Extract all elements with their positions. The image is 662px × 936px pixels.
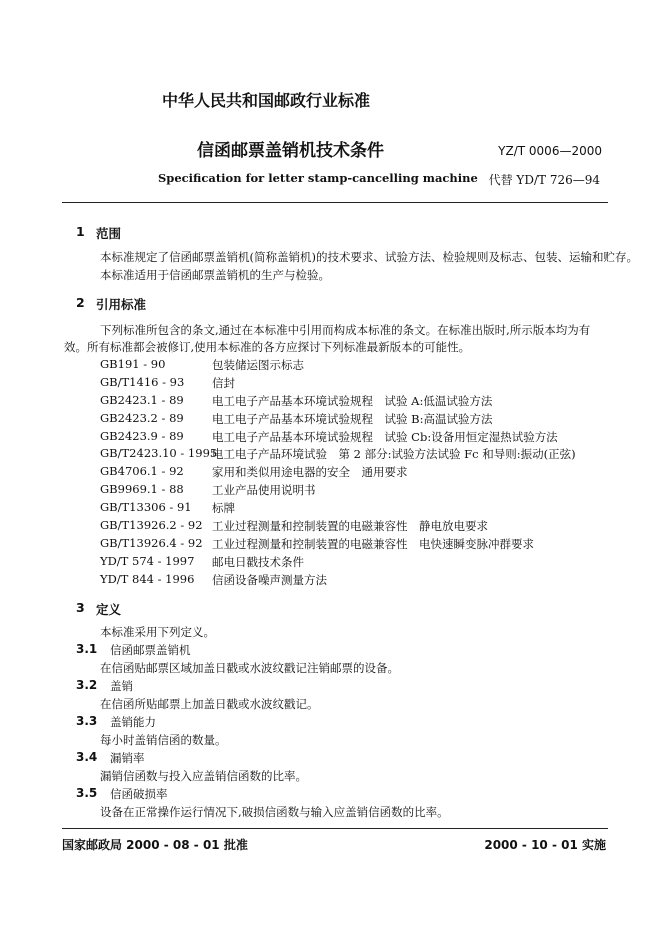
standard-code: YD/T 574 - 1997 [100, 554, 195, 568]
standard-code: GB/T1416 - 93 [100, 375, 185, 389]
standard-code: GB191 - 90 [100, 357, 166, 371]
section-3-number: 3 [76, 600, 85, 615]
standard-title: 工业产品使用说明书 [212, 483, 316, 497]
standard-title: 工业过程测量和控制装置的电磁兼容性 静电放电要求 [212, 519, 488, 533]
definition-term: 盖销能力 [110, 715, 156, 729]
definition-text: 每小时盖销信函的数量。 [100, 733, 227, 747]
definition-text: 在信函所贴邮票上加盖日戳或水波纹戳记。 [100, 697, 319, 711]
definition-term: 信函邮票盖销机 [110, 643, 191, 657]
standard-title: 电工电子产品基本环境试验规程 试验 B:高温试验方法 [212, 412, 493, 426]
standard-code: GB/T13926.2 - 92 [100, 518, 203, 532]
standard-title: 邮电日戳技术条件 [212, 555, 304, 569]
section-2-intro-line-2: 效。所有标准都会被修订,使用本标准的各方应探讨下列标准最新版本的可能性。 [64, 340, 471, 354]
standard-title: 家用和类似用途电器的安全 通用要求 [212, 465, 408, 479]
standard-title: 包装储运图示标志 [212, 358, 304, 372]
definition-term: 信函破损率 [110, 787, 168, 801]
standard-code: GB2423.2 - 89 [100, 411, 184, 425]
document-title-en: Specification for letter stamp-cancelling machine [158, 171, 478, 185]
standard-title: 电工电子产品基本环境试验规程 试验 Cb:设备用恒定湿热试验方法 [212, 430, 558, 444]
standard-title: 工业过程测量和控制装置的电磁兼容性 电快速瞬变脉冲群要求 [212, 537, 534, 551]
approval-line: 国家邮政局 2000 - 08 - 01 批准 [62, 838, 248, 852]
section-1-paragraph-1: 本标准规定了信函邮票盖销机(简称盖销机)的技术要求、试验方法、检验规则及标志、包装、运输和贮存。 [100, 250, 638, 264]
standard-title: 信封 [212, 376, 235, 390]
standard-code: GB/T2423.10 - 1995 [100, 446, 218, 460]
definition-number: 3.3 [76, 714, 98, 728]
standard-title: 标牌 [212, 501, 235, 515]
definition-number: 3.1 [76, 642, 98, 656]
section-2-number: 2 [76, 295, 85, 310]
definition-text: 在信函贴邮票区域加盖日戳或水波纹戳记注销邮票的设备。 [100, 661, 399, 675]
standard-code: GB/T13306 - 91 [100, 500, 192, 514]
standard-number: YZ/T 0006—2000 [498, 144, 602, 158]
footer-rule [62, 828, 608, 829]
industry-standard-title: 中华人民共和国邮政行业标准 [162, 91, 371, 110]
section-2-intro-line-1: 下列标准所包含的条文,通过在本标准中引用而构成本标准的条文。在标准出版时,所示版本均为有 [100, 323, 591, 337]
standard-code: GB2423.9 - 89 [100, 429, 184, 443]
replaces-standard: 代替 YD/T 726—94 [488, 173, 600, 187]
definition-number: 3.2 [76, 678, 98, 692]
definition-text: 设备在正常操作运行情况下,破损信函数与输入应盖销信函数的比率。 [100, 805, 449, 819]
standard-title: 电工电子产品基本环境试验规程 试验 A:低温试验方法 [212, 394, 493, 408]
implementation-line: 2000 - 10 - 01 实施 [484, 838, 606, 852]
section-3-intro: 本标准采用下列定义。 [100, 625, 215, 639]
standard-code: GB/T13926.4 - 92 [100, 536, 203, 550]
standard-code: GB2423.1 - 89 [100, 393, 184, 407]
standard-code: YD/T 844 - 1996 [100, 572, 195, 586]
definition-number: 3.4 [76, 750, 98, 764]
section-1-paragraph-2: 本标准适用于信函邮票盖销机的生产与检验。 [100, 268, 330, 282]
section-3-heading: 定义 [96, 602, 122, 617]
standard-title: 电工电子产品环境试验 第 2 部分:试验方法试验 Fc 和导则:振动(正弦) [212, 447, 576, 461]
standard-code: GB9969.1 - 88 [100, 482, 184, 496]
definition-term: 盖销 [110, 679, 133, 693]
header-rule [62, 202, 608, 203]
standard-title: 信函设备噪声测量方法 [212, 573, 327, 587]
definition-text: 漏销信函数与投入应盖销信函数的比率。 [100, 769, 307, 783]
definition-number: 3.5 [76, 786, 98, 800]
standard-code: GB4706.1 - 92 [100, 464, 184, 478]
section-1-number: 1 [76, 224, 85, 239]
definition-term: 漏销率 [110, 751, 145, 765]
document-title-cn: 信函邮票盖销机技术条件 [197, 141, 384, 161]
section-2-heading: 引用标准 [96, 297, 147, 312]
section-1-heading: 范围 [96, 226, 122, 241]
